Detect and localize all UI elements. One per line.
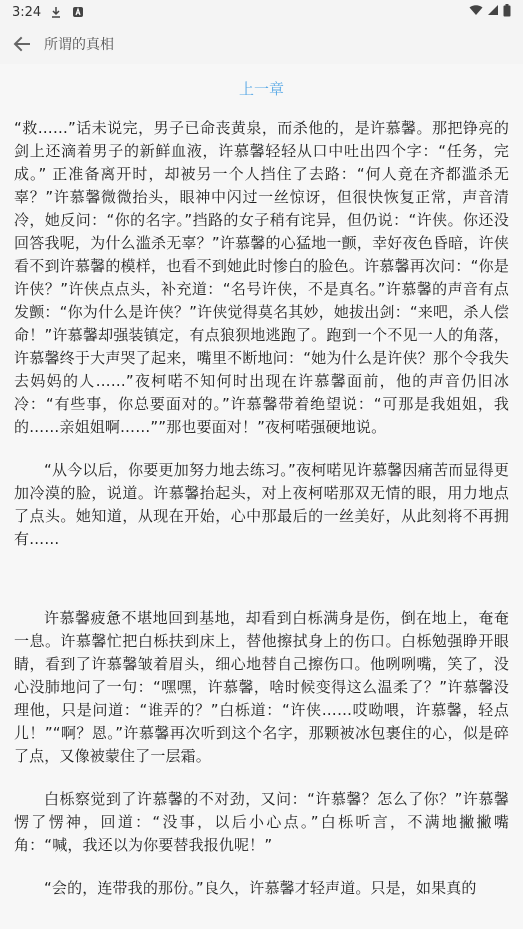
chapter-paragraph: “救……”话未说完，男子已命丧黄泉，而杀他的，是许慕馨。那把铮亮的剑上还滴着男子的新鲜血液，许慕馨轻轻从口中吐出四个字：“任务，完成。” 正准备离开时，却被另一个人挡住了去路：“何人竟在齐都滥杀无辜？”许慕馨微微抬头，眼神中闪过一丝惊讶，但很快恢复正常，声音清冷，她反问：“你的名字。”挡路的女子稍有诧异，但仍说：“许侠。你还没回答我呢，为什么滥杀无辜？”许慕馨的心猛地一颤，幸好夜色昏暗，许侠看不到许慕馨的模样，也看不到她此时惨白的脸色。许慕馨再次问：“你是许侠？”许侠点点头，补充道：“名号许侠，不是真名。”许慕馨的声音有点发颤：“你为什么是许侠？”许侠觉得莫名其妙，她拔出剑：“来吧，杀人偿命！”许慕馨却强装镇定，有点狼狈地逃跑了。跑到一个不见一人的角落，许慕馨终于大声哭了起来，嘴里不断地问：“她为什么是许侠？那个令我失去妈妈的人……”夜柯喏不知何时出现在许慕馨面前，他的声音仍旧冰冷：“有些事，你总要面对的。”许慕馨带着绝望说：“可那是我姐姐，我的……亲姐姐啊……””那也要面对！”夜柯喏强硬地说。 [14,119,509,436]
chapter-paragraph: “会的，连带我的那份。”良久，许慕馨才轻声道。只是，如果真的 [44,879,477,897]
battery-icon [503,4,511,21]
app-bar [0,24,523,64]
chapter-paragraph: 白栎察觉到了许慕馨的不对劲，又问：“许慕馨？怎么了你？”许慕馨愣了愣神，回道：“没事，以后小心点。”白栎听言，不满地撇撇嘴角：“喊，我还以为你要替我报仇呢！” [14,790,509,854]
back-arrow-icon [13,35,31,53]
download-icon [49,5,63,19]
status-bar [0,0,523,24]
chapter-paragraph: 许慕馨疲惫不堪地回到基地，却看到白栎满身是伤，倒在地上，奄奄一息。许慕馨忙把白栎扶到床上，替他擦拭身上的伤口。白栎勉强睁开眼睛，看到了许慕馨皱着眉头，细心地替自己擦伤口。他咧咧嘴，笑了，没心没肺地问了一句：“嘿嘿，许慕馨，啥时候变得这么温柔了？”许慕馨没理他，只是问道：“谁弄的？”白栎道：“许侠……哎呦喂，许慕馨，轻点儿！”“啊？恩。”许慕馨再次听到这个名字，那颗被冰包裹住的心，似是碎了点，又像被蒙住了一层霜。 [14,609,509,765]
back-button[interactable] [10,32,34,56]
status-right [469,4,511,21]
wifi-icon [469,4,483,20]
app-notification-icon [71,5,85,19]
page-title: 所谓的真相 [44,37,114,53]
cell-signal-icon [487,4,499,20]
previous-chapter-link[interactable]: 上一章 [238,80,284,98]
chapter-paragraph: “从今以后，你要更加努力地去练习。”夜柯喏见许慕馨因痛苦而显得更加冷漠的脸，说道。许慕馨抬起头，对上夜柯喏那双无情的眼，用力地点了点头。她知道，从现在开始，心中那最后的一丝美好，从此刻将不再拥有…… [14,461,509,548]
chapter-content[interactable] [0,64,523,929]
status-left [12,5,85,20]
status-time: 3:24 [12,4,42,20]
